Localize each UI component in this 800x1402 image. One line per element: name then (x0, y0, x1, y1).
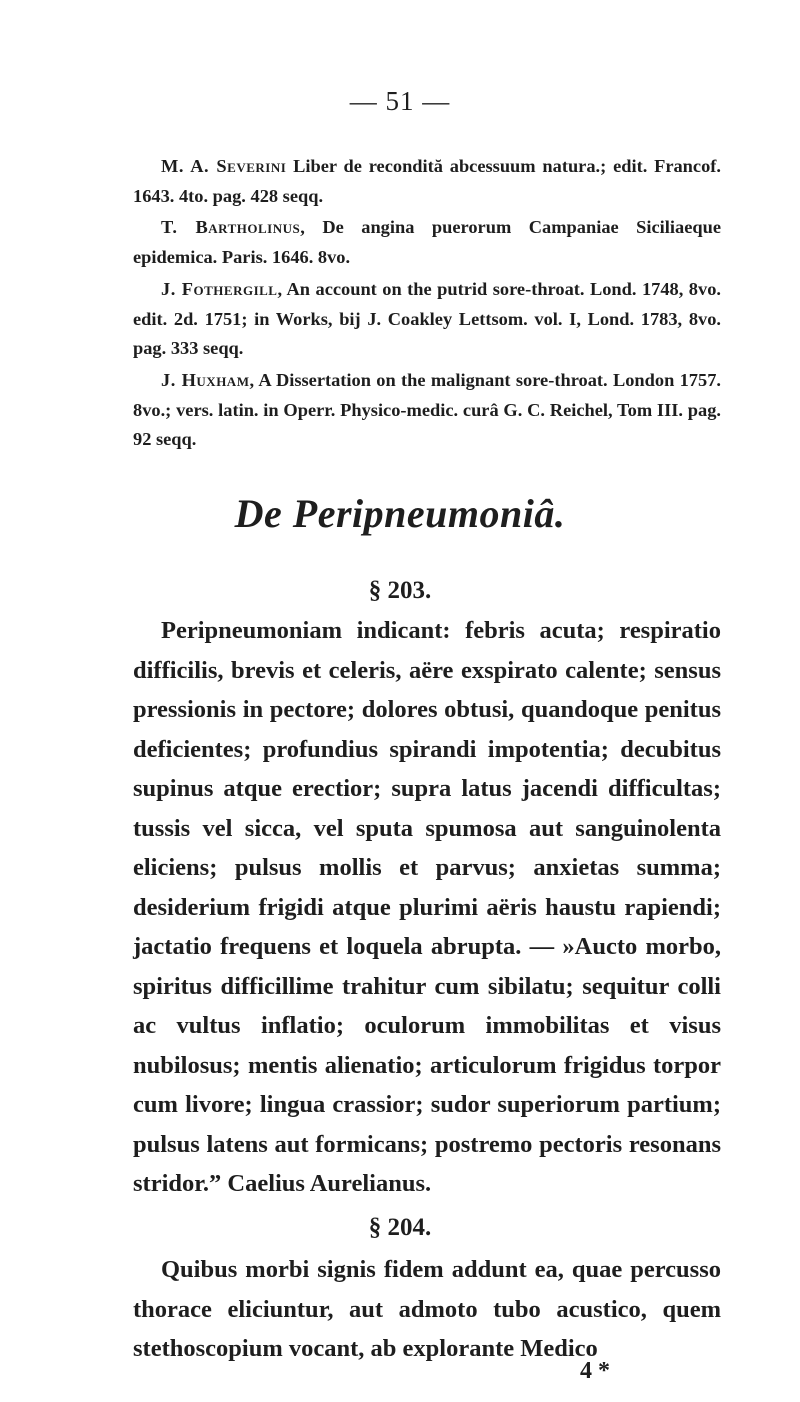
reference-author: M. A. Severini (161, 156, 287, 176)
reference-text: Liber de recondită abcessuum natura.; edit. Francof. 1643. 4to. pag. 428 seqq. (133, 156, 721, 206)
reference-entry (133, 366, 721, 455)
reference-author: T. Bartholinus (161, 217, 301, 238)
paragraph-body (133, 1250, 721, 1369)
reference-text: , A Dissertation on the malignant sore-throat. London 1757. 8vo.; vers. latin. in Operr. Physico-medic. curâ G. C. Reichel, Tom III. pag. 92 seqq. (133, 369, 721, 450)
reference-entry (133, 213, 721, 272)
signature-mark: 4 * (580, 1358, 610, 1384)
paragraph-body (133, 611, 721, 1204)
reference-author: J. Huxham (161, 369, 250, 390)
section-title: De Peripneumoniâ. (234, 491, 566, 536)
paragraph-text: Quibus morbi signis fidem addunt ea, quae percusso thorace eliciuntur, aut admoto tubo acustico, quem stethoscopium vocant, ab explorante Medico (133, 1256, 721, 1362)
reference-text: , An account on the putrid sore-throat. Lond. 1748, 8vo. edit. 2d. 1751; in Works, bij J. Coakley Lettsom. vol. I, Lond. 1783, 8vo. pag. 333 seqq. (133, 278, 721, 359)
paragraph-text: Peripneumoniam indicant: febris acuta; respiratio difficilis, brevis et celeris, aëre exspirato calente; sensus pressionis in pectore; dolores obtusi, quandoque penitus deficientes; profundius spirandi impotentia; decubitus supinus atque erectior; supra latus jacendi difficultas; tussis vel sicca, vel sputa spumosa aut sanguinolenta eliciens; pulsus mollis et parvus; anxietas summa; desiderium frigidi atque plurimi aëris haustu rapiendi; jactatio frequens et loquela abrupta. — »Aucto morbo, spiritus difficillime trahitur cum sibilatu; sequitur colli ac vultus inflatio; oculorum immobilitas et visus nubilosus; mentis alienatio; articulorum frigidus torpor cum livore; lingua crassior; sudor superiorum partium; pulsus latens aut formicans; postremo pectoris resonans stridor.” Caelius Aurelianus. (133, 617, 721, 1197)
page-number-header: — 51 — (349, 86, 451, 116)
reference-author: J. Fothergill (161, 278, 278, 299)
reference-entry (133, 152, 721, 211)
reference-text: , De angina puerorum Campaniae Siciliaeque epidemica. Paris. 1646. 8vo. (133, 217, 721, 268)
reference-list (133, 152, 721, 457)
paragraph-number: § 203. (368, 577, 432, 604)
paragraph-number: § 204. (368, 1214, 432, 1241)
reference-entry (133, 275, 721, 364)
